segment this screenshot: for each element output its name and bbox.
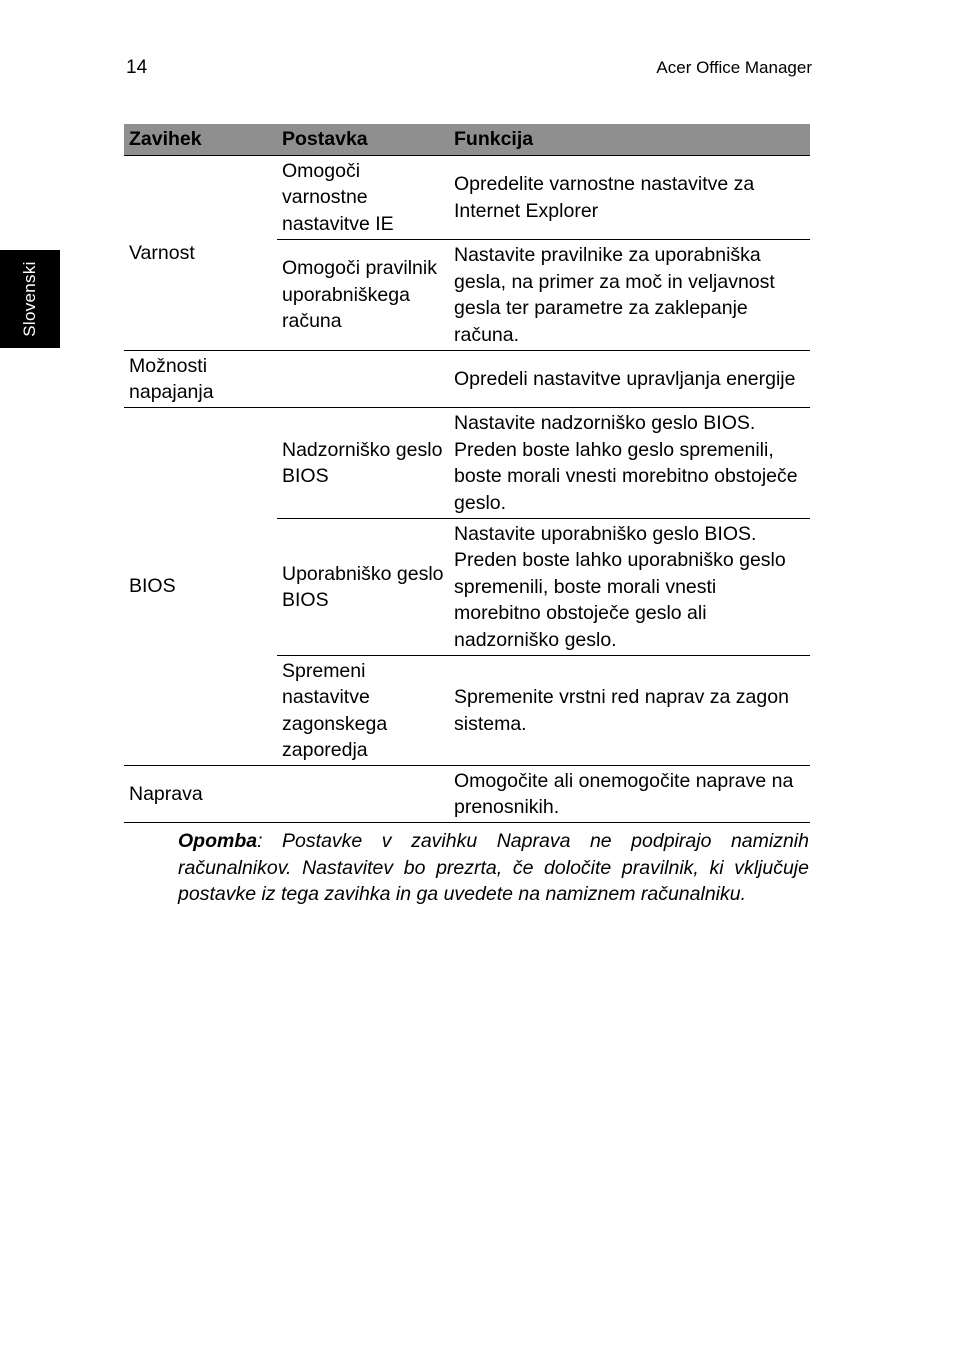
tab-cell-bios: BIOS — [124, 408, 277, 766]
setting-cell: Omogoči varnostne nastavitve IE — [277, 156, 449, 240]
note-paragraph — [178, 828, 809, 908]
table-row — [124, 766, 810, 823]
setting-cell: Spremeni nastavitve zagonskega zaporedja — [277, 656, 449, 766]
note-text: : Postavke v zavihku Naprava ne podpirajo namiznih računalnikov. Nastavitev bo prezrta, če določite pravilnik, ki vključuje postavke iz tega zavihka in ga uvedete na namiznem računalniku. — [178, 830, 809, 905]
table-row — [124, 351, 810, 408]
settings-table — [124, 124, 810, 823]
function-cell: Nastavite uporabniško geslo BIOS. Preden boste lahko uporabniško geslo spremenili, boste morali vnesti morebitno obstoječe geslo ali nadzorniško geslo. — [449, 519, 810, 656]
page-number: 14 — [126, 57, 148, 78]
setting-cell: Uporabniško geslo BIOS — [277, 519, 449, 656]
column-header-tab: Zavihek — [124, 124, 277, 156]
function-cell: Nastavite pravilnike za uporabniška gesla, na primer za moč in veljavnost gesla ter parametre za zaklepanje računa. — [449, 240, 810, 351]
table-row — [124, 156, 810, 240]
setting-cell: Omogoči pravilnik uporabniškega računa — [277, 240, 449, 351]
table-header-row — [124, 124, 810, 156]
note-label: Opomba — [178, 830, 258, 852]
setting-cell — [277, 351, 449, 408]
table-row — [124, 408, 810, 519]
tab-cell-power-options: Možnosti napajanja — [124, 351, 277, 408]
running-header: Acer Office Manager — [656, 58, 812, 77]
tab-cell-varnost: Varnost — [124, 156, 277, 351]
setting-cell — [277, 766, 449, 823]
function-cell: Opredeli nastavitve upravljanja energije — [449, 351, 810, 408]
setting-cell: Nadzorniško geslo BIOS — [277, 408, 449, 519]
function-cell: Nastavite nadzorniško geslo BIOS. Preden boste lahko geslo spremenili, boste morali vnesti morebitno obstoječe geslo. — [449, 408, 810, 519]
function-cell: Spremenite vrstni red naprav za zagon sistema. — [449, 656, 810, 766]
function-cell: Opredelite varnostne nastavitve za Internet Explorer — [449, 156, 810, 240]
language-tab-label: Slovenski — [20, 261, 39, 337]
column-header-setting: Postavka — [277, 124, 449, 156]
tab-cell-device: Naprava — [124, 766, 277, 823]
language-tab — [0, 250, 60, 348]
column-header-function: Funkcija — [449, 124, 810, 156]
function-cell: Omogočite ali onemogočite naprave na prenosnikih. — [449, 766, 810, 823]
